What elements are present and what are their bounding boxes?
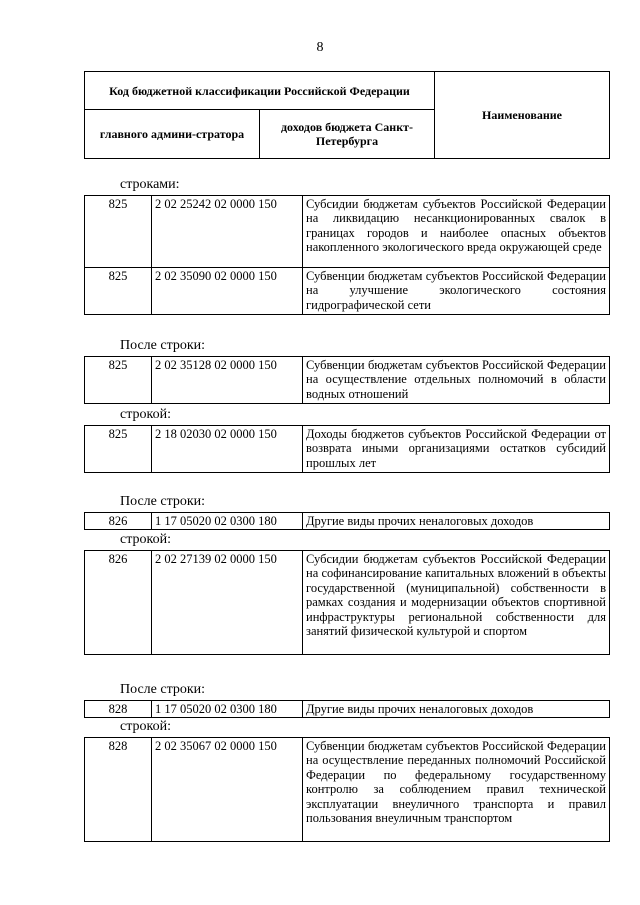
income-name: Субвенции бюджетам субъектов Российской Федерации на осуществление переданных полномочий Российской Федерации по федеральному государственному контролю за соблюдением правил технической эксплуатации внеуличного транспорта и правил пользования внеуличным транспортом — [303, 738, 610, 842]
section-label: После строки: — [120, 494, 206, 509]
admin-code: 828 — [85, 701, 152, 718]
budget-code: 1 17 05020 02 0300 180 — [152, 513, 303, 530]
classification-header-table — [84, 71, 610, 159]
table-row — [85, 426, 610, 473]
income-table — [84, 700, 610, 718]
budget-code: 2 02 27139 02 0000 150 — [152, 551, 303, 655]
table-row — [85, 196, 610, 268]
admin-code: 825 — [85, 426, 152, 473]
budget-code: 2 02 25242 02 0000 150 — [152, 196, 303, 268]
section-label: После строки: — [120, 338, 206, 353]
section-label: строками: — [120, 177, 180, 192]
budget-code: 2 02 35128 02 0000 150 — [152, 357, 303, 404]
income-name: Субсидии бюджетам субъектов Российской Федерации на софинансирование капитальных вложений в объекты государственной (муниципальной) собственности в рамках создания и модернизации объектов спортивной инфраструктуры региональной собственности для занятий физической культурой и спортом — [303, 551, 610, 655]
admin-code: 826 — [85, 551, 152, 655]
section-label: строкой: — [120, 532, 171, 547]
table-row — [85, 268, 610, 315]
income-table — [84, 195, 610, 315]
income-table — [84, 550, 610, 655]
income-name: Другие виды прочих неналоговых доходов — [303, 513, 610, 530]
table-row — [85, 551, 610, 655]
income-name: Доходы бюджетов субъектов Российской Федерации от возврата иными организациями остатков субсидий прошлых лет — [303, 426, 610, 473]
income-column-header: доходов бюджета Санкт-Петербурга — [260, 110, 435, 159]
income-name: Субвенции бюджетам субъектов Российской Федерации на улучшение экологического состояния гидрографической сети — [303, 268, 610, 315]
income-table — [84, 425, 610, 473]
admin-code: 825 — [85, 268, 152, 315]
income-name: Субвенции бюджетам субъектов Российской Федерации на осуществление отдельных полномочий в области водных отношений — [303, 357, 610, 404]
income-name: Субсидии бюджетам субъектов Российской Федерации на ликвидацию несанкционированных свалок в границах городов и наиболее опасных объектов накопленного экологического вреда окружающей среде — [303, 196, 610, 268]
admin-code: 828 — [85, 738, 152, 842]
code-group-header: Код бюджетной классификации Российской Федерации — [85, 72, 435, 110]
budget-code: 2 02 35090 02 0000 150 — [152, 268, 303, 315]
income-name: Другие виды прочих неналоговых доходов — [303, 701, 610, 718]
admin-code: 825 — [85, 196, 152, 268]
section-label: После строки: — [120, 682, 206, 697]
table-row — [85, 738, 610, 842]
section-label: строкой: — [120, 719, 171, 734]
budget-code: 2 02 35067 02 0000 150 — [152, 738, 303, 842]
admin-code: 826 — [85, 513, 152, 530]
table-row — [85, 701, 610, 718]
table-row — [85, 513, 610, 530]
page-number: 8 — [316, 40, 324, 55]
admin-column-header: главного админи-стратора — [85, 110, 260, 159]
admin-code: 825 — [85, 357, 152, 404]
table-row — [85, 357, 610, 404]
income-table — [84, 737, 610, 842]
section-label: строкой: — [120, 407, 171, 422]
budget-code: 2 18 02030 02 0000 150 — [152, 426, 303, 473]
budget-code: 1 17 05020 02 0300 180 — [152, 701, 303, 718]
income-table — [84, 356, 610, 404]
name-column-header: Наименование — [435, 72, 610, 159]
income-table — [84, 512, 610, 530]
